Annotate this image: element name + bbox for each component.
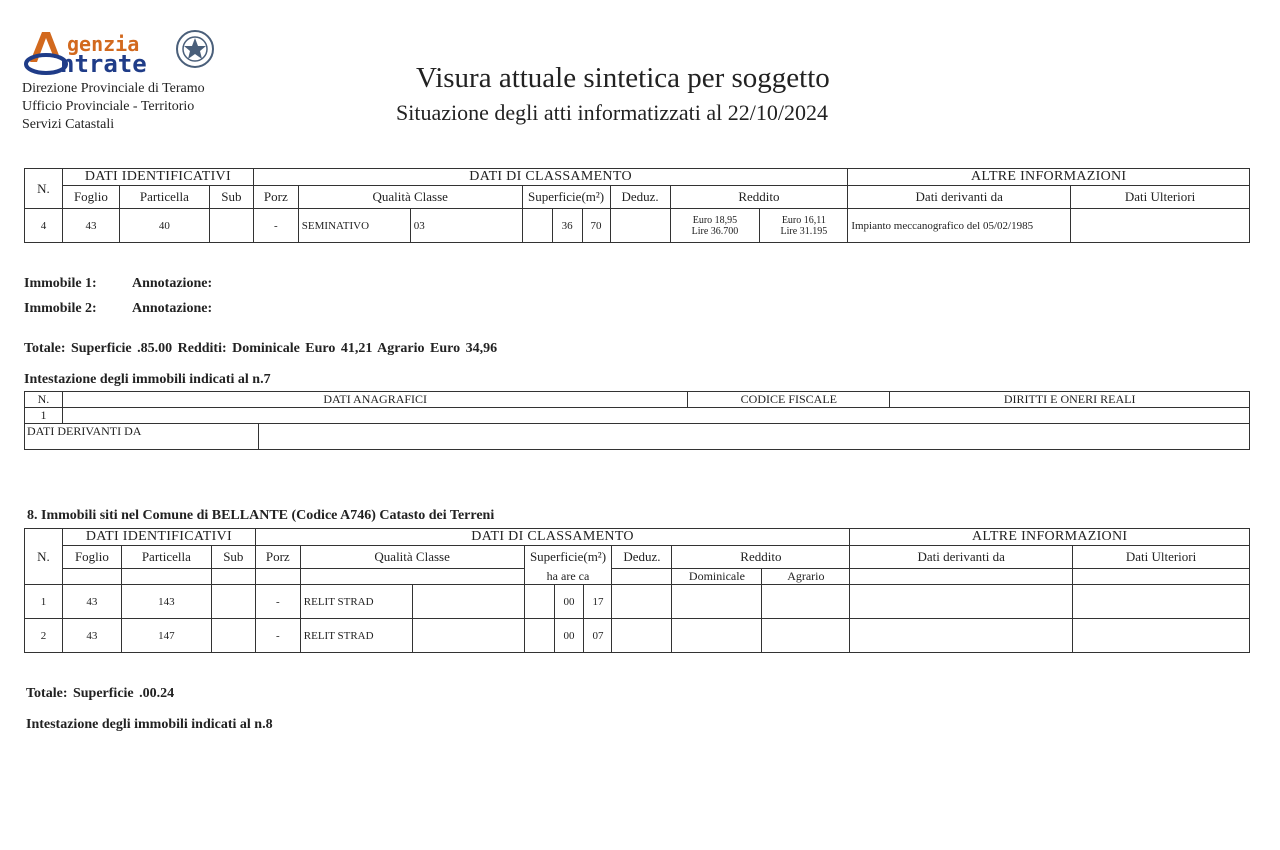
immobile-2-label: Immobile 2: (24, 301, 97, 316)
intestazione-8-title: Intestazione degli immobili indicati al n.8 (26, 717, 273, 732)
col-dati-derivanti: Dati derivanti da (848, 186, 1071, 209)
cell-sup-ca: 17 (584, 585, 612, 619)
sub-empty (255, 569, 300, 585)
col-qualita-classe: Qualità Classe (298, 186, 522, 209)
intestazione-table-7 (24, 391, 1250, 450)
immobile-1-label: Immobile 1: (24, 276, 97, 291)
col-sup-units: ha are ca (524, 569, 612, 585)
col-dati-ulteriori: Dati Ulteriori (1071, 186, 1250, 209)
cell-sup-ca: 07 (584, 619, 612, 653)
col-qualita-classe: Qualità Classe (300, 546, 524, 569)
cell-n: 1 (25, 408, 63, 424)
dati-derivanti-label: DATI DERIVANTI DA (25, 424, 259, 450)
table-row (25, 585, 1250, 619)
col-particella: Particella (121, 546, 211, 569)
col-superficie: Superficie(m²) (524, 546, 612, 569)
sub-empty (850, 569, 1073, 585)
sub-empty (121, 569, 211, 585)
group-dati-classamento: DATI DI CLASSAMENTO (255, 529, 850, 546)
totale-superficie-1: Totale: Superficie .85.00 Redditi: Dominicale Euro 41,21 Agrario Euro 34,96 (24, 341, 498, 356)
cell-n: 2 (25, 619, 63, 653)
cell-dati-ulteriori (1073, 585, 1250, 619)
cell-reddito-dominicale (672, 619, 762, 653)
cell-dati-derivanti (850, 619, 1073, 653)
cell-sup-ha (524, 585, 554, 619)
cell-sub (211, 619, 255, 653)
cell-classe (412, 619, 524, 653)
cell-sup-are: 36 (552, 209, 582, 243)
dati-derivanti-value (258, 424, 1249, 450)
table-row (25, 619, 1250, 653)
cell-classe (412, 585, 524, 619)
logo-word-genzia: genzia (67, 32, 140, 56)
logo-word-ntrate: ntrate (60, 50, 147, 78)
reddito-dom-lire: Lire 36.700 (691, 225, 739, 237)
sub-empty (300, 569, 524, 585)
cell-sub (209, 209, 253, 243)
col-foglio: Foglio (62, 186, 119, 209)
cell-classe: 03 (410, 209, 522, 243)
col-n: N. (25, 169, 63, 209)
col-n: N. (25, 529, 63, 585)
sub-empty (1073, 569, 1250, 585)
cell-dati-ulteriori (1073, 619, 1250, 653)
group-altre-informazioni: ALTRE INFORMAZIONI (850, 529, 1250, 546)
page-title: Visura attuale sintetica per soggetto (416, 62, 830, 94)
sub-empty (62, 569, 121, 585)
table-row (25, 408, 1250, 424)
cell-particella: 147 (121, 619, 211, 653)
table-row (25, 209, 1250, 243)
cell-porz: - (253, 209, 298, 243)
page-subtitle: Situazione degli atti informatizzati al 22/10/2024 (396, 100, 828, 125)
cell-deduz (612, 619, 672, 653)
cell-reddito-agrario (760, 209, 848, 243)
cell-foglio: 43 (62, 585, 121, 619)
cell-sub (211, 585, 255, 619)
section-8-title: 8. Immobili siti nel Comune di BELLANTE (Codice A746) Catasto dei Terreni (27, 508, 495, 523)
cell-n: 4 (25, 209, 63, 243)
classamento-table-8 (24, 528, 1250, 653)
sub-empty (211, 569, 255, 585)
cell-dati-ulteriori (1071, 209, 1250, 243)
col-particella: Particella (119, 186, 209, 209)
cell-dati-derivanti (850, 585, 1073, 619)
col-dati-ulteriori: Dati Ulteriori (1073, 546, 1250, 569)
col-reddito: Reddito (672, 546, 850, 569)
col-dati-anagrafici: DATI ANAGRAFICI (62, 392, 687, 408)
cell-qualita: RELIT STRAD (300, 619, 412, 653)
republic-emblem-icon (174, 28, 216, 72)
office-line-3: Servizi Catastali (22, 117, 115, 132)
col-codice-fiscale: CODICE FISCALE (688, 392, 890, 408)
col-diritti-oneri: DIRITTI E ONERI REALI (890, 392, 1250, 408)
col-porz: Porz (253, 186, 298, 209)
col-superficie: Superficie(m²) (522, 186, 610, 209)
cell-sup-are: 00 (554, 619, 584, 653)
cell-empty (62, 408, 1249, 424)
cell-sup-ha (522, 209, 552, 243)
cell-porz: - (255, 619, 300, 653)
col-foglio: Foglio (62, 546, 121, 569)
cell-n: 1 (25, 585, 63, 619)
group-altre-informazioni: ALTRE INFORMAZIONI (848, 169, 1250, 186)
col-reddito-agrario: Agrario (762, 569, 850, 585)
cell-qualita: RELIT STRAD (300, 585, 412, 619)
agency-logo (24, 28, 224, 78)
group-dati-identificativi: DATI IDENTIFICATIVI (62, 529, 255, 546)
immobile-2-annotazione: Annotazione: (132, 301, 213, 316)
col-reddito: Reddito (670, 186, 848, 209)
classamento-table-1 (24, 168, 1250, 243)
cell-particella: 143 (121, 585, 211, 619)
cell-particella: 40 (119, 209, 209, 243)
group-dati-classamento: DATI DI CLASSAMENTO (253, 169, 848, 186)
office-block (22, 80, 205, 134)
reddito-dom-euro: Euro 18,95 (692, 214, 738, 226)
cell-deduz (612, 585, 672, 619)
cell-deduz (610, 209, 670, 243)
cell-foglio: 43 (62, 619, 121, 653)
cell-reddito-agrario (762, 619, 850, 653)
cell-sup-ha (524, 619, 554, 653)
col-deduz: Deduz. (610, 186, 670, 209)
col-dati-derivanti: Dati derivanti da (850, 546, 1073, 569)
immobile-1-annotazione: Annotazione: (132, 276, 213, 291)
col-sub: Sub (209, 186, 253, 209)
col-n: N. (25, 392, 63, 408)
reddito-agr-euro: Euro 16,11 (781, 214, 826, 226)
cell-reddito-agrario (762, 585, 850, 619)
intestazione-7-title: Intestazione degli immobili indicati al n.7 (24, 372, 271, 387)
cell-sup-are: 00 (554, 585, 584, 619)
cell-sup-ca: 70 (582, 209, 610, 243)
cell-porz: - (255, 585, 300, 619)
group-dati-identificativi: DATI IDENTIFICATIVI (62, 169, 253, 186)
col-sub: Sub (211, 546, 255, 569)
cell-reddito-dominicale (672, 585, 762, 619)
office-line-2: Ufficio Provinciale - Territorio (22, 99, 195, 114)
cell-dati-derivanti: Impianto meccanografico del 05/02/1985 (848, 209, 1071, 243)
office-line-1: Direzione Provinciale di Teramo (22, 81, 205, 96)
cell-qualita: SEMINATIVO (298, 209, 410, 243)
totale-superficie-2: Totale: Superficie .00.24 (26, 686, 175, 701)
col-porz: Porz (255, 546, 300, 569)
cell-foglio: 43 (62, 209, 119, 243)
sub-empty (612, 569, 672, 585)
col-reddito-dominicale: Dominicale (672, 569, 762, 585)
cell-reddito-dominicale (670, 209, 760, 243)
reddito-agr-lire: Lire 31.195 (780, 225, 828, 237)
col-deduz: Deduz. (612, 546, 672, 569)
